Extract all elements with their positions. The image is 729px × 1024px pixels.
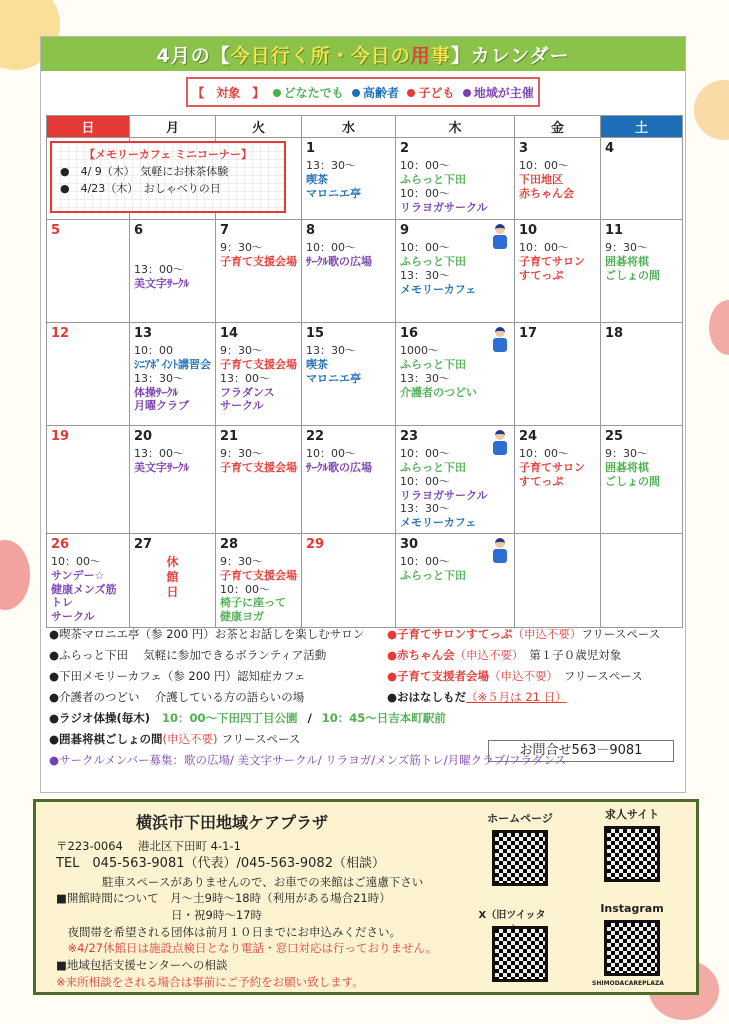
event-text: サークル <box>51 610 95 623</box>
day-cell <box>47 533 130 627</box>
event-text: 10：00～ <box>306 447 356 461</box>
info-row <box>49 644 679 665</box>
event-text: 13：30～ <box>134 371 184 385</box>
day-cell <box>302 138 396 220</box>
event-text: 美文字ｻｰｸﾙ <box>134 461 189 474</box>
info-text: ●ラジオ体操(毎木) <box>49 710 151 725</box>
legend-label: 【 対象 】 <box>192 85 265 100</box>
event-text: 子育て支援会場 <box>220 568 297 582</box>
event-text: 囲碁将棋 <box>605 461 649 474</box>
day-cell <box>302 323 396 426</box>
event-text: ｻｰｸﾙ歌の広場 <box>306 461 372 474</box>
day-number: 30 <box>400 536 419 552</box>
event-text: ふらっと下田 <box>400 173 466 186</box>
day-number: 25 <box>605 429 624 444</box>
info-text: ●囲碁将棋ごしょの間 <box>49 731 163 746</box>
event-text: すてっぷ <box>519 268 564 282</box>
event-text: 13：00～ <box>134 263 184 277</box>
day-cell <box>130 323 216 426</box>
legend-text: 子ども <box>418 85 455 100</box>
event-text: 10：00～ <box>519 447 569 461</box>
event-text: 健康メンズ筋トレ <box>51 582 117 610</box>
x-qr-icon[interactable] <box>492 926 548 982</box>
green-dot-icon <box>273 89 281 97</box>
info-text: フリースペース <box>221 731 301 746</box>
event-text: 13：30～ <box>306 159 356 173</box>
week-row <box>47 323 683 426</box>
event-text: 美文字ｻｰｸﾙ <box>134 277 189 290</box>
day-number: 13 <box>134 326 153 341</box>
event-text: 子育て支援会場 <box>220 358 297 371</box>
job-site-qr-icon[interactable] <box>604 826 660 882</box>
day-number: 10 <box>519 223 538 238</box>
day-number: 3 <box>519 141 529 156</box>
event-text: 13：00～ <box>134 447 184 461</box>
info-text: (申込不要) <box>162 731 218 746</box>
event-text: メモリーカフェ <box>400 516 477 529</box>
memory-cafe-mini-corner <box>50 141 286 213</box>
day-number: 26 <box>51 536 70 552</box>
person-icon <box>490 224 510 250</box>
event-text: 13：30～ <box>400 371 450 385</box>
event-text: 10：00～ <box>400 555 450 568</box>
legend-item <box>352 84 399 101</box>
day-number: 12 <box>51 326 70 341</box>
day-cell <box>47 220 130 323</box>
event-text: リラヨガサークル <box>400 488 488 502</box>
calendar-sheet <box>40 36 686 793</box>
qr-label-job: 求人サイト <box>604 808 660 821</box>
day-number: 9 <box>400 223 410 238</box>
hours-line: ■開館時間について 月～土9時～18時（利用がある場合21時） <box>56 891 391 906</box>
flower-decoration <box>694 80 729 140</box>
event-text: サンデー☆ <box>51 568 105 582</box>
qr-label-instagram: Instagram <box>600 902 664 915</box>
tel-line: TEL 045-563-9081（代表）/045-563-9082（相談） <box>56 855 385 871</box>
title-highlight: 事 <box>430 44 451 67</box>
mini-corner-title: 【メモリーカフェ ミニコーナー】 <box>83 148 253 161</box>
page-title <box>156 41 569 68</box>
event-text: ふらっと下田 <box>400 358 466 371</box>
event-text: 10：00～ <box>400 474 450 488</box>
day-cell <box>302 426 396 534</box>
legend-item <box>407 84 454 101</box>
flower-decoration <box>0 540 30 610</box>
info-text: （申込不要） <box>512 626 582 641</box>
event-text: 1000～ <box>400 344 439 358</box>
day-number: 16 <box>400 326 419 341</box>
week-row <box>47 426 683 534</box>
event-text: 子育て支援会場 <box>220 255 297 268</box>
info-row <box>49 623 679 644</box>
facility-name: 横浜市下田地域ケアプラザ <box>136 813 329 832</box>
title-highlight-red: 用 <box>410 44 431 67</box>
day-cell-empty <box>515 533 601 627</box>
info-text: フリースペース <box>581 626 661 641</box>
facility-details <box>56 838 486 990</box>
instagram-handle: SHIMODACAREPLAZA <box>592 980 664 987</box>
weekday-sun: 日 <box>47 116 130 138</box>
title-post: 】カレンダー <box>450 44 570 67</box>
info-row <box>49 707 679 728</box>
day-number: 14 <box>220 326 239 341</box>
day-cell <box>302 533 396 627</box>
weekday-wed: 水 <box>302 116 396 138</box>
info-text: ●おはなしもだ <box>387 689 467 704</box>
event-text: ごしょの間 <box>605 268 660 282</box>
closed-note: ※4/27休館日は施設点検日となり電話・窓口対応は行っておりません。 <box>56 941 438 956</box>
event-text: 9：30～ <box>220 344 263 358</box>
event-text: 赤ちゃん会 <box>519 186 574 200</box>
day-cell <box>515 138 601 220</box>
day-number: 11 <box>605 223 624 238</box>
day-cell <box>130 533 216 627</box>
event-text: マロニエ亭 <box>306 186 361 200</box>
event-text: 子育てサロン <box>519 461 585 474</box>
mini-corner-line: ● 4/ 9（木） 気軽にお抹茶体験 <box>60 165 229 179</box>
event-text: サークル <box>220 399 264 413</box>
event-text: 体操ｻｰｸﾙ <box>134 385 178 399</box>
calendar-table <box>46 115 683 628</box>
info-text: ●介護者のつどい 介護している方の語らいの場 <box>49 689 305 704</box>
event-text: 10：00 <box>134 344 173 358</box>
support-line: ■地域包括支援センターへの相談 <box>56 957 228 972</box>
flower-decoration <box>709 300 729 355</box>
day-number: 19 <box>51 429 70 444</box>
event-text: 10：00～ <box>51 555 101 568</box>
day-cell <box>216 220 302 323</box>
info-text: ●喫茶マロニエ亭（参 200 円）お茶とお話しを楽しむサロン <box>49 626 365 641</box>
info-text: / <box>307 710 312 725</box>
day-cell <box>396 426 515 534</box>
event-text: ふらっと下田 <box>400 461 466 474</box>
event-text: ふらっと下田 <box>400 568 466 582</box>
info-text: 10：45～日吉本町駅前 <box>321 710 446 725</box>
event-text: 館 <box>166 570 179 584</box>
homepage-qr-icon[interactable] <box>492 830 548 886</box>
day-cell <box>396 323 515 426</box>
event-text: ごしょの間 <box>605 474 660 488</box>
day-cell <box>396 138 515 220</box>
event-text: 9：30～ <box>605 447 648 461</box>
weekday-thu: 木 <box>396 116 515 138</box>
event-text: 9：30～ <box>220 447 263 461</box>
circle-recruit-text: ●サークルメンバー募集：歌の広場/ 美文字サークル/ リラヨガ/メンズ筋トレ/月曜クラブ/フラダンス <box>49 752 567 767</box>
day-cell <box>302 220 396 323</box>
night-note: 夜間帯を希望される団体は前月１０日までにお申込みください。 <box>56 924 401 939</box>
parking-note: 駐車スペースがありませんので、お車での来館はご遠慮下さい <box>56 874 424 889</box>
day-cell <box>47 323 130 426</box>
event-text: 9：30～ <box>605 241 648 255</box>
legend-text: 高齢者 <box>362 85 399 100</box>
day-number: 17 <box>519 326 538 341</box>
person-icon <box>490 327 510 353</box>
event-text: ｼﾆｱﾎﾟｲﾝﾄ講習会 <box>134 358 211 371</box>
mini-corner-line: ● 4/23（木） おしゃべりの日 <box>60 182 221 196</box>
week-row <box>47 138 683 220</box>
day-cell <box>601 323 683 426</box>
event-text: 9：30～ <box>220 241 263 255</box>
day-cell <box>396 533 515 627</box>
event-text: すてっぷ <box>519 474 564 488</box>
event-text: 13：30～ <box>400 502 450 516</box>
event-text: 10：00～ <box>400 159 450 173</box>
person-icon <box>490 430 510 456</box>
blue-dot-icon <box>352 89 360 97</box>
day-cell <box>515 220 601 323</box>
day-cell <box>515 323 601 426</box>
title-pre: 4月の【 <box>156 44 231 67</box>
event-text: 月曜クラブ <box>134 399 189 413</box>
info-text: 第１子０歳児対象 <box>517 647 622 662</box>
event-text: 子育てサロン <box>519 255 585 268</box>
info-text: （※５月は 21 日） <box>466 689 567 704</box>
event-text: 10：00～ <box>400 186 450 200</box>
reservation-note: ※来所相談をされる場合は事前にご予約をお願い致します。 <box>56 974 364 989</box>
target-legend <box>186 77 540 107</box>
event-text: マロニエ亭 <box>306 371 361 385</box>
legend-item <box>463 84 534 101</box>
day-cell <box>130 426 216 534</box>
info-text: （申込不要） <box>454 647 518 662</box>
legend-item <box>273 84 344 101</box>
day-cell <box>515 426 601 534</box>
day-number: 20 <box>134 429 153 444</box>
day-cell <box>216 426 302 534</box>
day-cell-empty <box>601 533 683 627</box>
day-number: 22 <box>306 429 325 444</box>
event-text: 9：30～ <box>220 555 263 568</box>
week-row <box>47 220 683 323</box>
day-cell-empty <box>47 138 253 220</box>
info-text: ●下田メモリーカフェ（参 200 円）認知症カフェ <box>49 668 306 683</box>
info-text: ●ふらっと下田 気軽に参加できるボランティア活動 <box>49 647 327 662</box>
day-number: 27 <box>134 536 153 552</box>
footer-panel <box>33 799 699 995</box>
event-text: 子育て支援会場 <box>220 461 297 474</box>
event-text: 13：00～ <box>220 371 270 385</box>
event-text: リラヨガサークル <box>400 200 488 214</box>
info-text: ●子育て支援者会場 <box>387 668 490 683</box>
week-row <box>47 533 683 627</box>
event-text: 10：00～ <box>519 241 569 255</box>
qr-label-x: X（旧ツイッタ <box>478 910 546 921</box>
day-number: 7 <box>220 223 230 238</box>
info-row <box>49 686 679 707</box>
weekday-sat: 土 <box>601 116 683 138</box>
event-text: 喫茶 <box>306 173 328 186</box>
info-text: ●赤ちゃん会 <box>387 647 455 662</box>
weekday-header <box>47 116 683 138</box>
day-number: 29 <box>306 536 325 552</box>
event-text: 13：30～ <box>400 268 450 282</box>
day-cell <box>396 220 515 323</box>
day-number: 6 <box>134 223 144 238</box>
weekday-tue: 火 <box>216 116 302 138</box>
day-number: 24 <box>519 429 538 444</box>
hours-line: 日・祝9時～17時 <box>56 907 262 922</box>
event-text: 10：00～ <box>519 159 569 173</box>
day-number: 21 <box>220 429 239 444</box>
legend-text: 地域が主催 <box>473 85 534 100</box>
event-text: 13：30～ <box>306 344 356 358</box>
day-number: 18 <box>605 326 624 341</box>
day-number: 1 <box>306 141 316 156</box>
info-text: フリースペース <box>552 668 643 683</box>
title-bar <box>41 37 685 71</box>
event-text: 下田地区 <box>519 173 563 186</box>
day-number: 28 <box>220 536 239 552</box>
legend-text: どなたでも <box>283 85 344 100</box>
day-number: 8 <box>306 223 316 238</box>
day-cell <box>601 138 683 220</box>
address-line: 〒223-0064 港北区下田町 4-1-1 <box>56 839 241 853</box>
day-number: 4 <box>605 141 615 156</box>
red-dot-icon <box>407 89 415 97</box>
day-cell <box>216 533 302 627</box>
event-text: フラダンス <box>220 385 275 399</box>
day-cell <box>130 220 216 323</box>
day-cell <box>601 426 683 534</box>
day-number: 23 <box>400 429 419 444</box>
event-text: 10：00～ <box>400 447 450 461</box>
event-text: メモリーカフェ <box>400 282 477 296</box>
day-cell <box>601 220 683 323</box>
event-text: 休 <box>166 555 179 569</box>
day-number: 5 <box>51 223 61 238</box>
event-text: 囲碁将棋 <box>605 255 649 268</box>
person-icon <box>490 538 510 564</box>
day-number: 2 <box>400 141 410 156</box>
event-text: 喫茶 <box>306 358 328 371</box>
event-text: 椅子に座って <box>220 596 286 610</box>
title-highlight: 今日行く所・今日の <box>230 44 411 67</box>
info-text: 10：00～下田四丁目公園 <box>162 710 298 725</box>
contact-phone-box: お問合せ563－9081 <box>488 740 674 762</box>
day-cell <box>216 323 302 426</box>
day-cell <box>47 426 130 534</box>
event-text: 10：00～ <box>400 241 450 255</box>
event-text: ふらっと下田 <box>400 255 466 268</box>
event-text: ｻｰｸﾙ歌の広場 <box>306 255 372 268</box>
event-text: 健康ヨガ <box>220 610 264 623</box>
info-text: ●子育てサロンすてっぷ <box>387 626 513 641</box>
info-row <box>49 665 679 686</box>
purple-dot-icon <box>463 89 471 97</box>
weekday-fri: 金 <box>515 116 601 138</box>
info-text: （申込不要） <box>489 668 553 683</box>
event-text: 10：00～ <box>306 241 356 255</box>
event-text: 介護者のつどい <box>400 385 477 399</box>
event-text: 10：00～ <box>220 582 270 596</box>
instagram-qr-icon[interactable] <box>604 920 660 976</box>
qr-label-home: ホームページ <box>487 812 553 825</box>
day-number: 15 <box>306 326 325 341</box>
weekday-mon: 月 <box>130 116 216 138</box>
event-text: 日 <box>166 585 179 599</box>
